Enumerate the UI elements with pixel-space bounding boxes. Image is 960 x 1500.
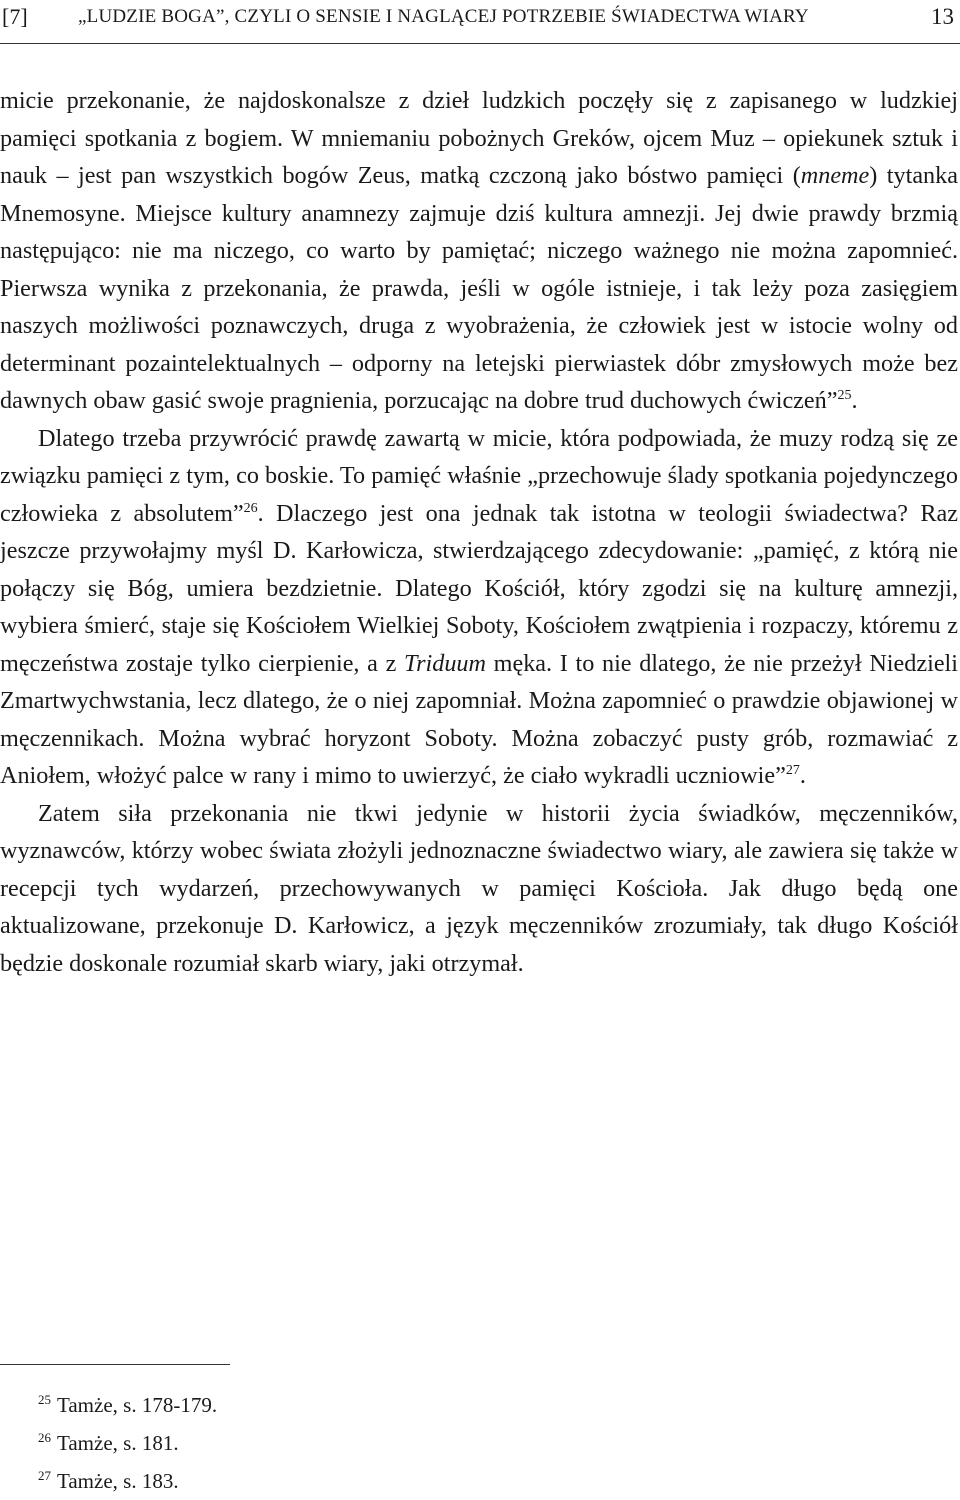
footnote-text: Tamże, s. 181. (57, 1431, 179, 1455)
footnote-25 (38, 1386, 217, 1424)
paragraph-1-text-a: micie przekonanie, że najdoskonalsze z dzieł ludzkich poczęły się z zapisanego w ludzkiej pamięci spotkania z bogiem. W mniemaniu pobożnych Greków, ojcem Muz – opiekunek sztuk i nauk – jest pan wszystkich bogów Zeus, matką czczoną jako bóstwo pamięci ( (0, 87, 958, 189)
footnote-number: 27 (38, 1468, 51, 1483)
italic-term-mneme: mneme (800, 162, 870, 189)
paragraph-2-text-a: Dlatego trzeba przywrócić prawdę zawartą w micie, która podpowiada, że muzy rodzą się ze związku pamięci z tym, co boskie. To pamięć właśnie „przechowuje ślady spotkania pojedynczego człowieka z absolutem” (0, 424, 958, 527)
body-text (0, 82, 958, 982)
page-number: 13 (931, 4, 954, 29)
paragraph-3: Zatem siła przekonania nie tkwi jedynie w historii życia świadków, męczenników, wyznawców, którzy wobec świata złożyli jednoznaczne świadectwo wiary, ale zawiera się także w recepcji tych wydarzeń, przechowywanych w pamięci Kościoła. Jak długo będą one aktualizowane, przekonuje D. Karłowicz, a język męczenników zrozumiały, tak długo Kościół będzie doskonale rozumiał skarb wiary, jaki otrzymał. (0, 799, 958, 977)
running-header (0, 0, 960, 40)
footnote-ref-27[interactable]: 27 (785, 762, 800, 778)
paragraph-2-text-b: . Dlaczego jest ona jednak tak istotna w teologii świadectwa? Raz jeszcze przywołajmy myśl D. Karłowicza, stwierdzającego zdecydowanie: „pamięć, z którą nie połączy się Bóg, umiera bezdzietnie. Dlatego Kościół, który zgodzi się na kulturę amnezji, wybiera śmierć, staje się Kościołem Wielkiej Soboty, Kościołem zwątpienia i rozpaczy, któremu z męczeństwa zostaje tylko cierpienie, a z (0, 499, 958, 677)
paragraph-2 (0, 420, 958, 795)
footnote-26 (38, 1424, 217, 1462)
footnote-27 (38, 1462, 217, 1500)
section-marker: [7] (2, 4, 28, 29)
paragraph-1-text-b: ) tytanka Mnemosyne. Miejsce kultury anamnezy zajmuje dziś kultura amnezji. Jej dwie prawdy brzmią następująco: nie ma niczego, co warto by pamiętać; niczego ważnego nie można zapomnieć. Pierwsza wynika z przekonania, że prawda, jeśli w ogóle istnieje, i tak leży poza zasięgiem naszych możliwości poznawczych, druga z wyobrażenia, że człowiek jest w istocie wolny od determinant pozaintelektualnych – odporny na letejski pierwiastek dóbr zmysłowych może bez dawnych obaw gasić swoje pragnienia, porzucając na dobre trud duchowych ćwiczeń” (0, 162, 958, 414)
paragraph-2-text-d: . (799, 762, 806, 789)
footnote-text: Tamże, s. 178-179. (57, 1393, 218, 1417)
footnote-divider (0, 1364, 230, 1365)
footnote-ref-26[interactable]: 26 (243, 500, 258, 516)
footnote-number: 26 (38, 1430, 51, 1445)
italic-term-triduum: Triduum (403, 649, 486, 677)
footnote-number: 25 (38, 1392, 51, 1407)
footnote-text: Tamże, s. 183. (57, 1469, 179, 1493)
paragraph-1-text-c: . (851, 387, 858, 414)
header-divider (0, 43, 960, 44)
footnote-ref-25[interactable]: 25 (837, 387, 852, 403)
footnotes (38, 1386, 217, 1500)
running-title: „LUDZIE BOGA”, CZYLI O SENSIE I NAGLĄCEJ POTRZEBIE ŚWIADECTWA WIARY (78, 6, 809, 27)
paragraph-2-text-c: męka. I to nie dlatego, że nie przeżył Niedzieli Zmartwychwstania, lecz dlatego, że o niej zapomniał. Można zapomnieć o prawdzie objawionej w męczennikach. Można wybrać horyzont Soboty. Można zobaczyć pusty grób, rozmawiać z Aniołem, włożyć palce w rany i mimo to uwierzyć, że ciało wykradli uczniowie” (0, 649, 958, 789)
paragraph-1 (0, 82, 958, 420)
